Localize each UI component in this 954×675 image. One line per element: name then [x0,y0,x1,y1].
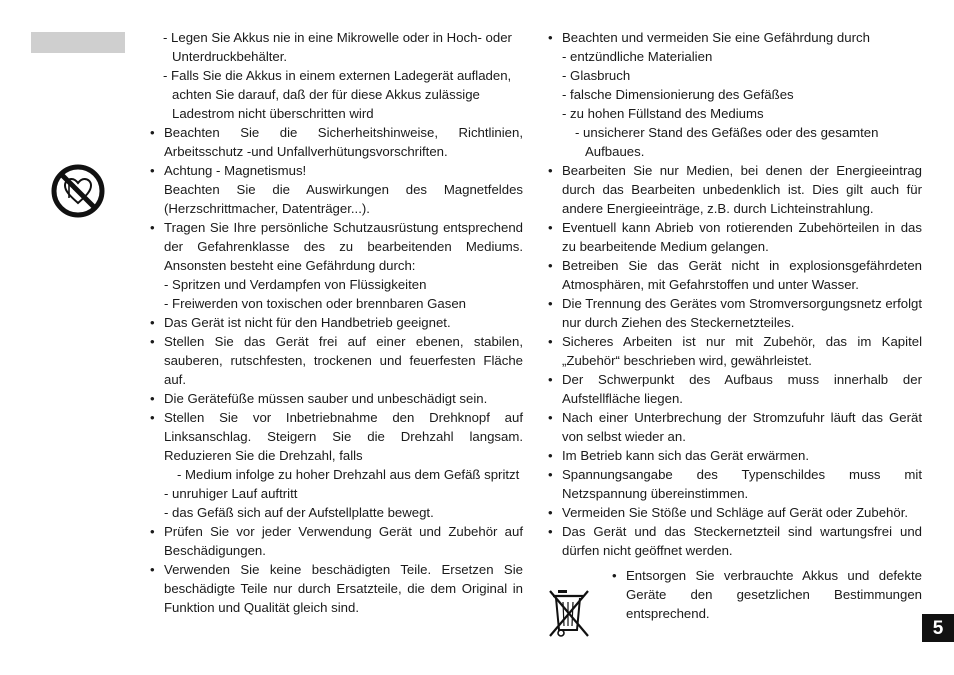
list-item: • Spannungsangabe des Typenschildes muss mit Netzspannung übereinstimmen. [548,465,922,503]
list-subitem: - Spritzen und Verdampfen von Flüssigkeiten [164,277,427,292]
list-item: • Die Gerätefüße müssen sauber und unbeschädigt sein. [150,389,523,408]
list-item [548,28,922,161]
list-subitem: - Freiwerden von toxischen oder brennbaren Gasen [164,296,467,311]
list-item: • Nach einer Unterbrechung der Stromzufuhr läuft das Gerät von selbst wieder an. [548,408,922,446]
list-item: • Beachten Sie die Sicherheitshinweise, Richtlinien, Arbeitsschutz -und Unfallverhütungsvorschriften. [150,123,523,161]
list-subitem: - Legen Sie Akkus nie in eine Mikrowelle oder in Hoch- oder Unterdruckbehälter. [163,30,512,64]
disposal-text: • Entsorgen Sie verbrauchte Akkus und defekte Geräte den gesetzlichen Bestimmungen entsprechend. [612,566,922,623]
list-subitem: - entzündliche Materialien [562,49,713,64]
list-subitem: - Medium infolge zu hoher Drehzahl aus dem Gefäß spritzt [177,467,520,482]
list-item-text: Stellen Sie vor Inbetriebnahme den Drehknopf auf Linksanschlag. Steigern Sie die Drehzahl langsam. Reduzieren Sie die Drehzahl, falls [164,410,523,463]
list-item-text: Beachten Sie die Auswirkungen des Magnetfeldes (Herzschrittmacher, Datenträger...). [164,182,523,216]
sublist [164,275,523,313]
right-column [548,28,922,623]
list-item: • Im Betrieb kann sich das Gerät erwärmen. [548,446,922,465]
list-subitem: - unruhiger Lauf auftritt [164,486,298,501]
list-item: • Eventuell kann Abrieb von rotierenden Zubehörteilen in das zu bearbeitende Medium gelangen. [548,218,922,256]
magnetism-warning-heading: • Achtung - Magnetismus! [164,163,307,178]
list-item-magnetism [150,161,523,218]
page-number: 5 [922,614,954,642]
list-subitem: - zu hohen Füllstand des Mediums [562,106,764,121]
list-item: • Prüfen Sie vor jeder Verwendung Gerät und Zubehör auf Beschädigungen. [150,522,523,560]
list-subitem: - Glasbruch [562,68,631,83]
list-item [150,408,523,522]
list-subitem: - das Gefäß sich auf der Aufstellplatte bewegt. [164,505,434,520]
list-item-text: Tragen Sie Ihre persönliche Schutzausrüstung entsprechend der Gefahrenklasse des zu bearbeitenden Mediums. Ansonsten besteht eine Gefährdung durch: [164,220,523,273]
list-item-text: Beachten und vermeiden Sie eine Gefährdung durch [562,30,870,45]
list-subitem: - unsicherer Stand des Gefäßes oder des gesamten Aufbaues. [575,125,879,159]
list-item: • Stellen Sie das Gerät frei auf einer ebenen, stabilen, sauberen, rutschfesten, trockenen und feuerfesten Fläche auf. [150,332,523,389]
list-item: • Der Schwerpunkt des Aufbaus muss innerhalb der Aufstellfläche liegen. [548,370,922,408]
list-item: • Das Gerät und das Steckernetzteil sind wartungsfrei und dürfen nicht geöffnet werden. [548,522,922,560]
list-item: • Bearbeiten Sie nur Medien, bei denen der Energieeintrag durch das Bearbeiten unbedenklich ist. Dies gilt auch für andere Energieeinträge, z.B. durch Lichteinstrahlung. [548,161,922,218]
list-item [150,218,523,313]
sublist [562,47,922,161]
list-item: • Das Gerät ist nicht für den Handbetrieb geeignet. [150,313,523,332]
no-pacemaker-prohibition-icon [50,163,106,219]
section-tab-marker [31,32,125,53]
left-column [150,28,523,617]
list-subitem: - Falls Sie die Akkus in einem externen Ladegerät aufladen, achten Sie darauf, daß der für diese Akkus zulässige Ladestrom nicht überschritten wird [163,68,512,121]
list-item: • Verwenden Sie keine beschädigten Teile. Ersetzen Sie beschädigte Teile nur durch Ersatzteile, die dem Original in Funktion und Qualität gleich sind. [150,560,523,617]
sublist [164,465,523,522]
list-item: • Vermeiden Sie Stöße und Schläge auf Gerät oder Zubehör. [548,503,922,522]
list-subitem: - falsche Dimensionierung des Gefäßes [562,87,794,102]
disposal-note [548,566,922,623]
list-item: • Sicheres Arbeiten ist nur mit Zubehör, das im Kapitel „Zubehör“ beschrieben wird, gewährleistet. [548,332,922,370]
list-item: • Betreiben Sie das Gerät nicht in explosionsgefährdeten Atmosphären, mit Gefahrstoffen und unter Wasser. [548,256,922,294]
list-item: • Die Trennung des Gerätes vom Stromversorgungsnetz erfolgt nur durch Ziehen des Steckernetzteiles. [548,294,922,332]
crossed-out-wheelie-bin-icon [547,586,593,640]
